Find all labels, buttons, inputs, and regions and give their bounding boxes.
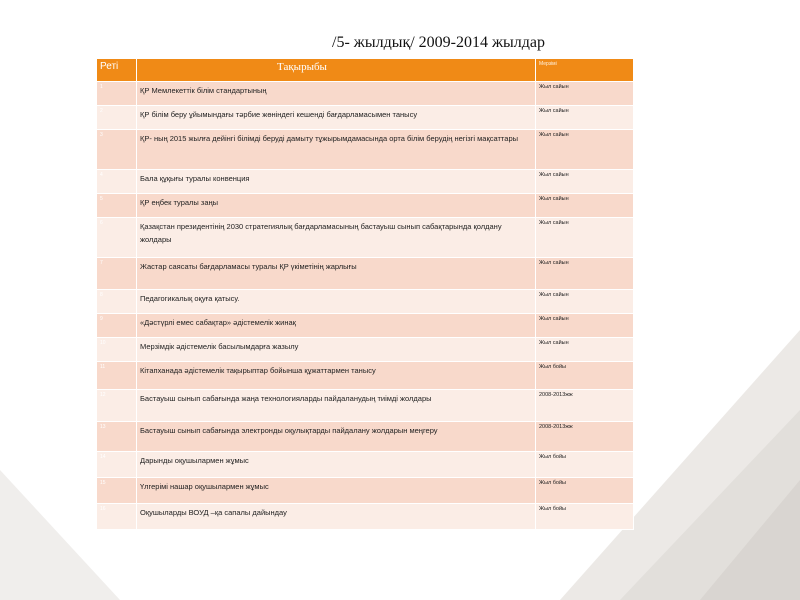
row-term: Жыл сайын [536, 290, 634, 314]
row-term: Жыл сайын [536, 338, 634, 362]
row-number: 8 [97, 290, 137, 314]
row-topic: Мерзімдік әдістемелік басылымдарға жазылу [137, 338, 536, 362]
row-term: Жыл бойы [536, 452, 634, 478]
plan-table [96, 58, 634, 530]
row-topic: Бастауыш сынып сабағында электронды оқулықтарды пайдалану жолдарын меңгеру [137, 422, 536, 452]
table-body [97, 82, 634, 530]
row-term: Жыл сайын [536, 82, 634, 106]
row-term: Жыл сайын [536, 130, 634, 170]
row-number: 6 [97, 218, 137, 258]
row-number: 1 [97, 82, 137, 106]
row-term: Жыл бойы [536, 504, 634, 530]
table-row [97, 170, 634, 194]
row-topic: Бастауыш сынып сабағында жаңа технологияларды пайдаланудың тиімді жолдары [137, 390, 536, 422]
row-topic: Педагогикалық оқуға қатысу. [137, 290, 536, 314]
row-topic: Жастар саясаты бағдарламасы туралы ҚР үкіметінің жарлығы [137, 258, 536, 290]
table-row [97, 130, 634, 170]
row-topic: Оқушыларды ВОУД –қа сапалы дайындау [137, 504, 536, 530]
row-term: Жыл сайын [536, 218, 634, 258]
table-row [97, 478, 634, 504]
row-topic: ҚР білім беру ұйымындағы тәрбие жөніндегі кешенді бағдарламасымен танысу [137, 106, 536, 130]
row-term: Жыл сайын [536, 258, 634, 290]
table-row [97, 258, 634, 290]
header-term: Мерзімі [536, 59, 634, 82]
row-number: 4 [97, 170, 137, 194]
row-topic: ҚР Мемлекеттік білім стандартының [137, 82, 536, 106]
page-title: /5- жылдық/ 2009-2014 жылдар [332, 34, 546, 51]
row-number: 9 [97, 314, 137, 338]
row-topic: Кітапханада әдістемелік тақырыптар бойынша құжаттармен танысу [137, 362, 536, 390]
row-topic: Қазақстан президентінің 2030 стратегиялық бағдарламасының бастауыш сынып сабақтарында қолдану жолдары [137, 218, 536, 258]
row-term: 2008-2013жж [536, 390, 634, 422]
row-number: 5 [97, 194, 137, 218]
table-row [97, 82, 634, 106]
row-term: Жыл сайын [536, 106, 634, 130]
row-term: Жыл бойы [536, 362, 634, 390]
row-topic: Бала құқығы туралы конвенция [137, 170, 536, 194]
row-topic: «Дәстүрлі емес сабақтар» әдістемелік жинақ [137, 314, 536, 338]
row-number: 2 [97, 106, 137, 130]
row-number: 7 [97, 258, 137, 290]
row-topic: ҚР- ның 2015 жылға дейінгі білімді беруді дамыту тұжырымдамасында орта білім берудің негізгі мақсаттары [137, 130, 536, 170]
row-number: 3 [97, 130, 137, 170]
table-row [97, 338, 634, 362]
row-number: 13 [97, 422, 137, 452]
table-row [97, 218, 634, 258]
row-number: 12 [97, 390, 137, 422]
table-row [97, 452, 634, 478]
table-row [97, 314, 634, 338]
row-topic: Дарынды оқушылармен жұмыс [137, 452, 536, 478]
table-row [97, 106, 634, 130]
row-number: 16 [97, 504, 137, 530]
row-term: 2008-2013жж [536, 422, 634, 452]
row-number: 10 [97, 338, 137, 362]
table-row [97, 504, 634, 530]
table-row [97, 290, 634, 314]
row-number: 11 [97, 362, 137, 390]
row-topic: ҚР еңбек туралы заңы [137, 194, 536, 218]
row-number: 14 [97, 452, 137, 478]
row-topic: Үлгерімі нашар оқушылармен жұмыс [137, 478, 536, 504]
row-term: Жыл бойы [536, 478, 634, 504]
table-row [97, 362, 634, 390]
header-topic: Тақырыбы [137, 59, 536, 82]
table-row [97, 422, 634, 452]
row-term: Жыл сайын [536, 194, 634, 218]
row-term: Жыл сайын [536, 170, 634, 194]
row-term: Жыл сайын [536, 314, 634, 338]
header-number: Реті [97, 59, 137, 82]
table-row [97, 390, 634, 422]
table-row [97, 194, 634, 218]
table-header-row [97, 59, 634, 82]
row-number: 15 [97, 478, 137, 504]
